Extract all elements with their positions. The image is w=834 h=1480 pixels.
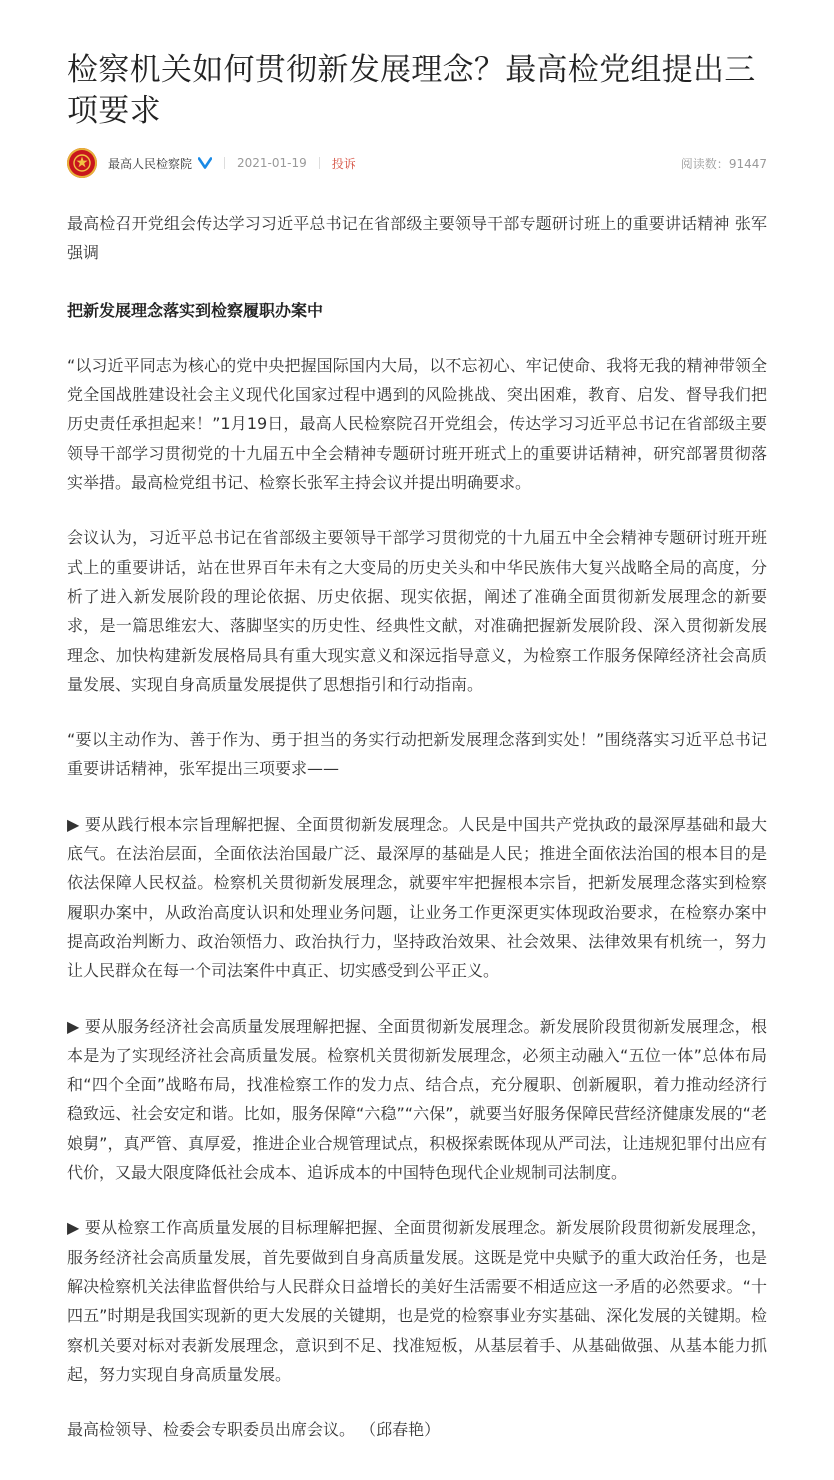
article-body <box>67 209 767 1444</box>
closing-paragraph: 最高检领导、检委会专职委员出席会议。 （邱春艳） <box>67 1420 441 1440</box>
publish-date: 2021-01-19 <box>237 156 307 170</box>
body-paragraph: “要以主动作为、善于作为、勇于担当的务实行动把新发展理念落到实处！”围绕落实习近平总书记重要讲话精神，张军提出三项要求—— <box>67 730 767 779</box>
read-count <box>681 155 767 172</box>
requirement-paragraph: ▶ 要从服务经济社会高质量发展理解把握、全面贯彻新发展理念。新发展阶段贯彻新发展理念，根本是为了实现经济社会高质量发展。检察机关贯彻新发展理念，必须主动融入“五位一体”总体布局和“四个全面”战略布局，找准检察工作的发力点、结合点，充分履职、创新履职，着力推动经济行稳致远、社会安定和谐。比如，服务保障“六稳”“六保”，就要当好服务保障民营经济健康发展的“老娘舅”，真严管、真厚爱，推进企业合规管理试点，积极探索既体现从严司法，让违规犯罪付出应有代价，又最大限度降低社会成本、追诉成本的中国特色现代企业规制司法制度。 <box>67 1016 767 1183</box>
read-count-value: 91447 <box>728 156 767 171</box>
requirement-paragraph: ▶ 要从践行根本宗旨理解把握、全面贯彻新发展理念。人民是中国共产党执政的最深厚基础和最大底气。在法治层面，全面依法治国最广泛、最深厚的基础是人民；推进全面依法治国的根本目的是依法保障人民权益。检察机关贯彻新发展理念，就要牢牢把握根本宗旨，把新发展理念落实到检察履职办案中，从政治高度认识和处理业务问题，让业务工作更深更实体现政治要求，在检察办案中提高政治判断力、政治领悟力、政治执行力，坚持政治效果、社会效果、法律效果有机统一，努力让人民群众在每一个司法案件中真正、切实感受到公平正义。 <box>67 814 767 981</box>
section-subheading: 把新发展理念落实到检察履职办案中 <box>67 300 324 320</box>
verified-v-icon <box>198 157 212 169</box>
meta-divider <box>224 157 225 169</box>
procuratorate-emblem-icon[interactable] <box>67 148 97 178</box>
lead-paragraph: 最高检召开党组会传达学习习近平总书记在省部级主要领导干部专题研讨班上的重要讲话精神 张军强调 <box>67 214 767 263</box>
article-meta <box>67 146 767 180</box>
article-title: 检察机关如何贯彻新发展理念？最高检党组提出三项要求 <box>67 52 756 129</box>
report-link[interactable]: 投诉 <box>331 156 356 171</box>
body-paragraph: 会议认为，习近平总书记在省部级主要领导干部学习贯彻党的十九届五中全会精神专题研讨班开班式上的重要讲话，站在世界百年未有之大变局的历史关头和中华民族伟大复兴战略全局的高度，分析了进入新发展阶段的理论依据、历史依据、现实依据，阐述了准确全面贯彻新发展理念的新要求，是一篇思维宏大、落脚坚实的历史性、经典性文献，对准确把握新发展阶段、深入贯彻新发展理念、加快构建新发展格局具有重大现实意义和深远指导意义，为检察工作服务保障经济社会高质量发展、实现自身高质量发展提供了思想指引和行动指南。 <box>67 528 767 694</box>
requirement-paragraph: ▶ 要从检察工作高质量发展的目标理解把握、全面贯彻新发展理念。新发展阶段贯彻新发展理念，服务经济社会高质量发展，首先要做到自身高质量发展。这既是党中央赋予的重大政治任务，也是解决检察机关法律监督供给与人民群众日益增长的美好生活需要不相适应这一矛盾的必然要求。“十四五”时期是我国实现新的更大发展的关键期，也是党的检察事业夯实基础、深化发展的关键期。检察机关要对标对表新发展理念，意识到不足、找准短板，从基层着手、从基础做强、从基本能力抓起，努力实现自身高质量发展。 <box>67 1218 767 1384</box>
body-paragraph: “以习近平同志为核心的党中央把握国际国内大局，以不忘初心、牢记使命、我将无我的精神带领全党全国战胜建设社会主义现代化国家过程中遇到的风险挑战、突出困难，教育、启发、督导我们把历史责任承担起来！”1月19日，最高人民检察院召开党组会，传达学习习近平总书记在省部级主要领导干部学习贯彻党的十九届五中全会精神专题研讨班开班式上的重要讲话精神，研究部署贯彻落实举措。最高检党组书记、检察长张军主持会议并提出明确要求。 <box>67 355 767 493</box>
read-count-label: 阅读数： <box>680 156 729 171</box>
author-name[interactable]: 最高人民检察院 <box>108 156 193 171</box>
meta-divider <box>319 157 320 169</box>
